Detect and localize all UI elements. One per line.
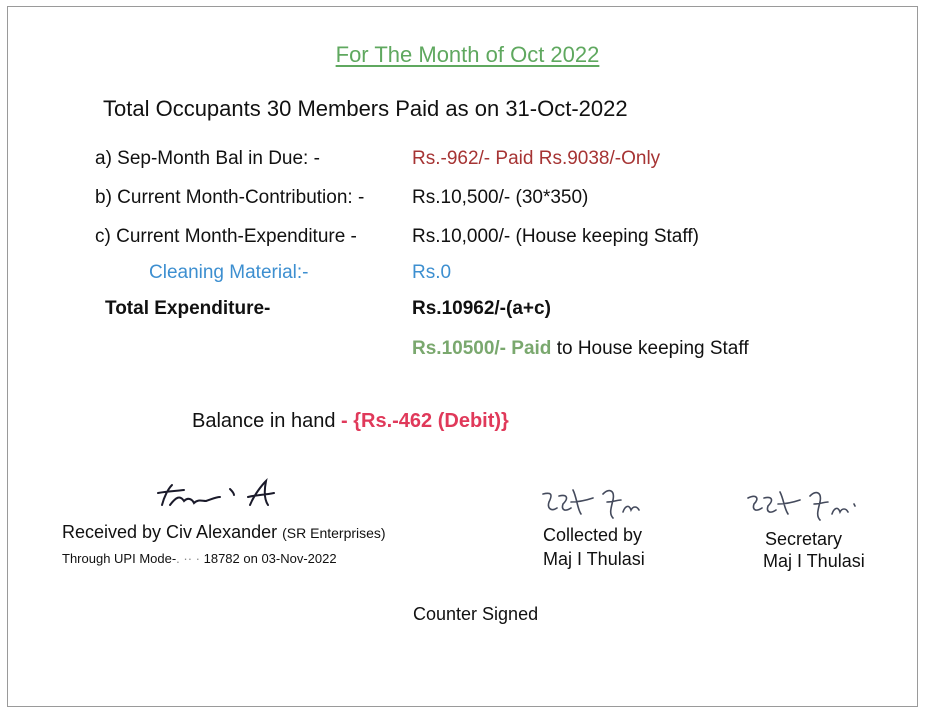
upi-masked: . ·· · <box>176 551 200 566</box>
balance-line <box>192 410 509 433</box>
row-b-label: b) Current Month-Contribution: - <box>95 187 365 208</box>
received-text: Received by Civ Alexander <box>62 522 283 542</box>
row-c-value: Rs.10,000/- (House keeping Staff) <box>412 226 699 247</box>
paid-to: to House keeping Staff <box>551 338 749 359</box>
collected-name: Maj I Thulasi <box>543 549 645 569</box>
counter-signed: Counter Signed <box>413 604 539 624</box>
total-value: Rs.10962/-(a+c) <box>412 298 551 319</box>
secretary-label: Secretary <box>765 529 843 549</box>
paid-line <box>412 338 749 360</box>
upi-ref: 18782 on 03-Nov-2022 <box>200 551 337 566</box>
secretary-name: Maj I Thulasi <box>763 551 865 571</box>
collector-signature <box>537 484 647 524</box>
secretary-signature <box>742 484 862 524</box>
row-a-value: Rs.-962/- Paid Rs.9038/-Only <box>412 148 661 169</box>
cleaning-label: Cleaning Material:- <box>149 262 309 283</box>
balance-value: - {Rs.-462 (Debit)} <box>341 410 509 432</box>
collected-label: Collected by <box>543 525 643 545</box>
row-a-label: a) Sep-Month Bal in Due: - <box>95 148 320 169</box>
cleaning-value: Rs.0 <box>412 262 452 283</box>
row-c-label: c) Current Month-Expenditure - <box>95 226 357 247</box>
occupants-line: Total Occupants 30 Members Paid as on 31-Oct-2022 <box>103 96 628 121</box>
received-company: (SR Enterprises) <box>282 525 386 541</box>
page-title: For The Month of Oct 2022 <box>335 42 600 67</box>
paid-amount: Rs.10500/- Paid <box>412 338 552 359</box>
receiver-signature <box>150 475 280 515</box>
row-b-value: Rs.10,500/- (30*350) <box>412 187 589 208</box>
balance-label: Balance in hand <box>192 410 342 432</box>
upi-prefix: Through UPI Mode- <box>62 551 177 566</box>
upi-line <box>62 551 337 566</box>
received-line <box>62 522 386 543</box>
total-label: Total Expenditure- <box>105 298 271 319</box>
